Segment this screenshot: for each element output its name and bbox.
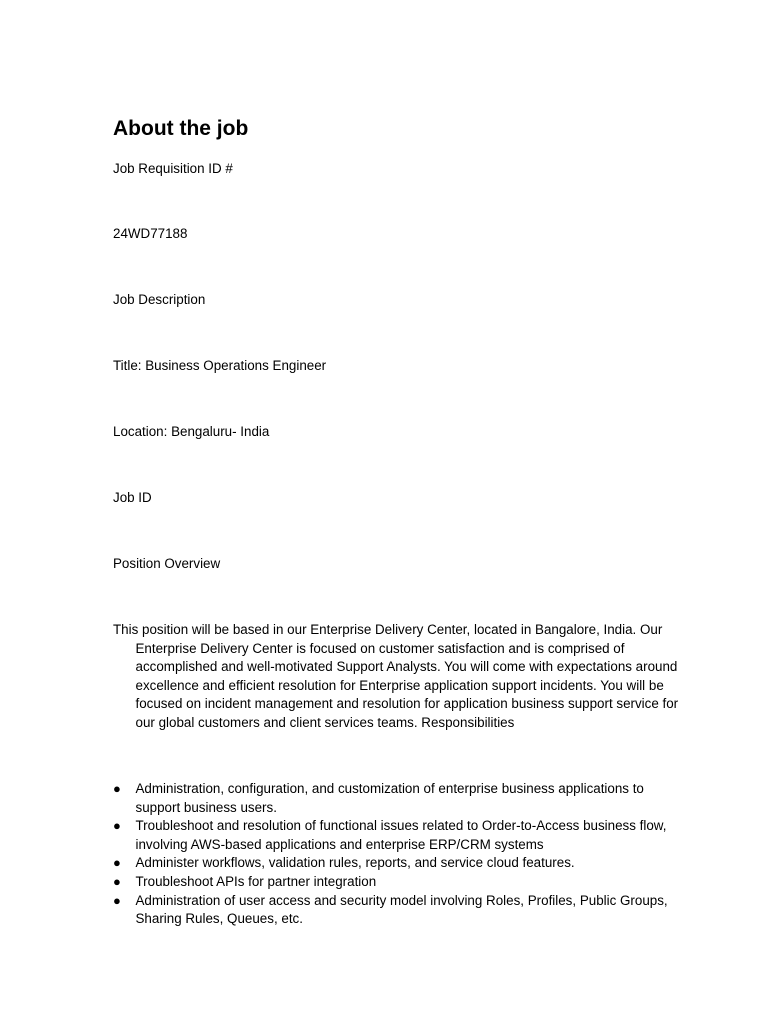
- job-id-label: Job ID: [113, 490, 152, 505]
- list-item-text: Administer workflows, validation rules, reports, and service cloud features.: [135, 855, 575, 871]
- bullet-icon: ●: [113, 892, 121, 908]
- bullet-icon: ●: [113, 855, 121, 871]
- job-title: Title: Business Operations Engineer: [113, 358, 327, 373]
- overview-label: Position Overview: [113, 556, 221, 571]
- description-label: Job Description: [113, 292, 206, 307]
- list-item: [113, 780, 683, 817]
- bullet-icon: ●: [113, 781, 121, 796]
- bullet-icon: ●: [113, 873, 121, 889]
- list-item: [113, 817, 683, 854]
- overview-paragraph: This position will be based in our Enterprise Delivery Center, located in Bangalore, India. Our Enterprise Delivery Center is focused on customer satisfaction and is comprised of accomplished and well-motivated Support Analysts. You will come with expectations around excellence and efficient resolution for Enterprise application support incidents. You will be focused on incident management and resolution for application business support service for our global customers and client services teams. Responsibilities: [113, 622, 679, 730]
- requisition-label: Job Requisition ID #: [113, 161, 233, 176]
- responsibilities-list: [113, 780, 683, 929]
- list-item: [113, 854, 683, 873]
- list-item: [113, 873, 683, 892]
- list-item: [113, 892, 683, 929]
- bullet-icon: ●: [113, 818, 121, 834]
- list-item-text: Administration of user access and security model involving Roles, Profiles, Public Groups, Sharing Rules, Queues, etc.: [135, 892, 668, 927]
- list-item-text: Administration, configuration, and customization of enterprise business applications to support business users.: [135, 781, 644, 815]
- requisition-id: 24WD77188: [113, 226, 188, 241]
- list-item-text: Troubleshoot APIs for partner integration: [135, 873, 377, 889]
- page-title: About the job: [113, 117, 249, 140]
- job-location: Location: Bengaluru- India: [113, 424, 270, 439]
- list-item-text: Troubleshoot and resolution of functional issues related to Order-to-Access business flow, involving AWS-based applications and enterprise ERP/CRM systems: [135, 818, 667, 852]
